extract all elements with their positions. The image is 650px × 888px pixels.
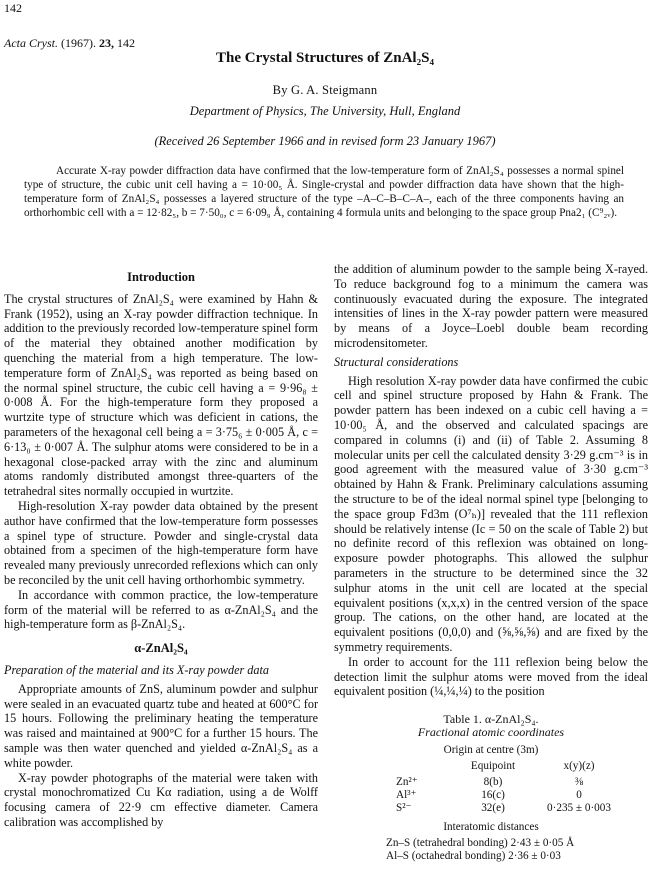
table-cell-ion: Al³⁺ [396, 789, 417, 802]
structural-considerations-heading: Structural considerations [334, 354, 459, 369]
coordinates-table [396, 760, 620, 815]
structural-paragraph-2: In order to account for the 111 reflexion being below the detection limit the sulphur atoms were moved from the ideal equivalent position (¼,¼,¼) to the position [334, 654, 648, 699]
continued-paragraph: the addition of aluminum powder to the sample being X-rayed. To reduce background fog to a minimum the camera was continuously evacuated during the exposure. The integrated intensities of lines in the X-ray powder pattern were measured by means of a Joyce–Loebl double beam recording microdensitometer. [334, 262, 648, 350]
author-line: By G. A. Steigmann [272, 83, 378, 97]
table-1-caption: Table 1. α-ZnAl₂S₄. [443, 712, 539, 727]
intro-paragraph-2: High-resolution X-ray powder data obtained by the present author have confirmed that the low-temperature form possesses a spinel type of structure. Powder and single-crystal data obtained from a specimen of the high-temperature form have revealed many previously unrecorded reflexions which can only be reconciled by the unit cell having orthorhombic symmetry. [4, 498, 318, 587]
preparation-heading: Preparation of the material and its X-ray powder data [4, 662, 269, 677]
table-1 [334, 713, 648, 863]
table-cell-ion: Zn²⁺ [396, 776, 418, 789]
preparation-paragraph-1: Appropriate amounts of ZnS, aluminum powder and sulphur were sealed in an evacuated quartz tube and heated at 600°C for 15 hours. Following the preliminary heating the temperature was raised and maintained at 900°C for a further 15 hours. The sample was then water quenched and yielded α-ZnAl₂S₄ as a white powder. [4, 681, 318, 770]
table-header-ion [396, 760, 448, 776]
table-cell-coordinate: ⅜ [574, 776, 584, 789]
table-cell-coordinate: 0 [576, 789, 582, 802]
table-1-subtitle: Fractional atomic coordinates [417, 725, 565, 740]
abstract: Accurate X-ray powder diffraction data have confirmed that the low-temperature form of ZnAl₂S₄ possesses a normal spinel type of structure, the cubic unit cell having a = 10·00₅ Å. Single-crystal and powder diffraction data have shown that the high-temperature form of ZnAl₂S₄ possesses a layered structure of the type –A–C–B–C–A–, each of the three components having an orthorhombic cell with a = 12·82₅, b = 7·50₀, c = 6·09₉ Å, containing 4 formula units and belonging to the space group Pna2₁ (C⁹₂ᵥ). [24, 165, 624, 219]
intro-paragraph-1: The crystal structures of ZnAl₂S₄ were examined by Hahn & Frank (1952), using an X-ray powder diffraction technique. In addition to the previously recorded low-temperature spinel form of the material they obtained another modification by quenching the material from a high temperature. The low-temperature form of ZnAl₂S₄ was reported as being based on the normal spinel structure, the cubic cell having a = 9·96₈ ± 0·008 Å. For the high-temperature form they proposed a wurtzite type of structure which was deficient in cations, the parameters of the hexagonal cell being a = 3·75₆ ± 0·005 Å, c = 6·13₀ ± 0·007 Å. The sulphur atoms were considered to be in a hexagonal close-packed array with the zinc and aluminum atoms randomly distributed amongst three-quarters of the tetrahedral sites normally occupied in wurtzite. [4, 291, 318, 499]
table-row [396, 789, 620, 802]
table-cell-equipoint: 8(b) [483, 776, 503, 789]
table-row [396, 776, 620, 789]
distance-line: Al–S (octahedral bonding) 2·36 ± 0·03 [386, 850, 561, 863]
table-header-equipoint: Equipoint [470, 760, 516, 773]
journal-citation [4, 36, 135, 51]
journal-volume: 23, [99, 36, 114, 50]
journal-page: 142 [117, 36, 135, 50]
table-header-row [396, 760, 620, 776]
journal-year: (1967). [61, 36, 96, 50]
paper-title: The Crystal Structures of ZnAl₂S₄ [216, 50, 434, 66]
page-number: 142 [4, 1, 22, 15]
left-column [4, 270, 318, 830]
alpha-section-heading: α-ZnAl₂S₄ [134, 641, 188, 656]
table-header-coordinate: x(y)(z) [563, 760, 595, 773]
intro-paragraph-3: In accordance with common practice, the low-temperature form of the material will be referred to as α-ZnAl₂S₄ and the high-temperature form as β-ZnAl₂S₄. [4, 587, 318, 632]
distance-line: Zn–S (tetrahedral bonding) 2·43 ± 0·05 Å [386, 837, 575, 850]
introduction-heading: Introduction [127, 270, 195, 284]
preparation-paragraph-2: X-ray powder photographs of the material were taken with crystal monochromatized Cu Kα radiation, using a de Wolff focusing camera of 22·9 cm effective diameter. Camera calibration was accomplished by [4, 770, 318, 829]
journal-name: Acta Cryst. [4, 36, 58, 50]
received-dates: (Received 26 September 1966 and in revised form 23 January 1967) [154, 134, 496, 148]
table-row [396, 802, 620, 815]
affiliation: Department of Physics, The University, Hull, England [189, 104, 461, 118]
table-cell-equipoint: 16(c) [481, 789, 505, 802]
table-cell-ion: S²⁻ [396, 802, 412, 815]
table-1-origin: Origin at centre (3m) [443, 744, 539, 757]
structural-paragraph-1: High resolution X-ray powder data have confirmed the cubic cell and spinel structure proposed by Hahn & Frank. The powder pattern has been indexed on a cubic cell having a = 10·00₅ Å, and the observed and calculated spacings are compared in columns (i) and (ii) of Table 2. Assuming 8 molecular units per cell the calculated density 3·29 g.cm⁻³ is in good agreement with the measured value of 3·30 g.cm⁻³ obtained by Hahn & Frank. Preliminary calculations assuming the structure to be of the ideal normal spinel type [belonging to the space group Fd3m (O⁷ₕ)] revealed that the 111 reflexion should be relatively intense (Ic = 50 on the scale of Table 2) but no definite record of this reflexion was obtained on long-exposure powder photographs. This allowed the sulphur parameters in the structure to be determined since the 32 sulphur atoms in the unit cell are located at the special equivalent positions (x,x,x) in the centred version of the space group. The cations, on the other hand, are located at the equivalent positions (0,0,0) and (⅝,⅝,⅝) and are fixed by the symmetry requirements. [334, 373, 648, 654]
interatomic-distances-heading: Interatomic distances [443, 821, 539, 834]
table-cell-coordinate: 0·235 ± 0·003 [547, 802, 611, 815]
table-cell-equipoint: 32(e) [481, 802, 505, 815]
right-column [334, 262, 648, 863]
